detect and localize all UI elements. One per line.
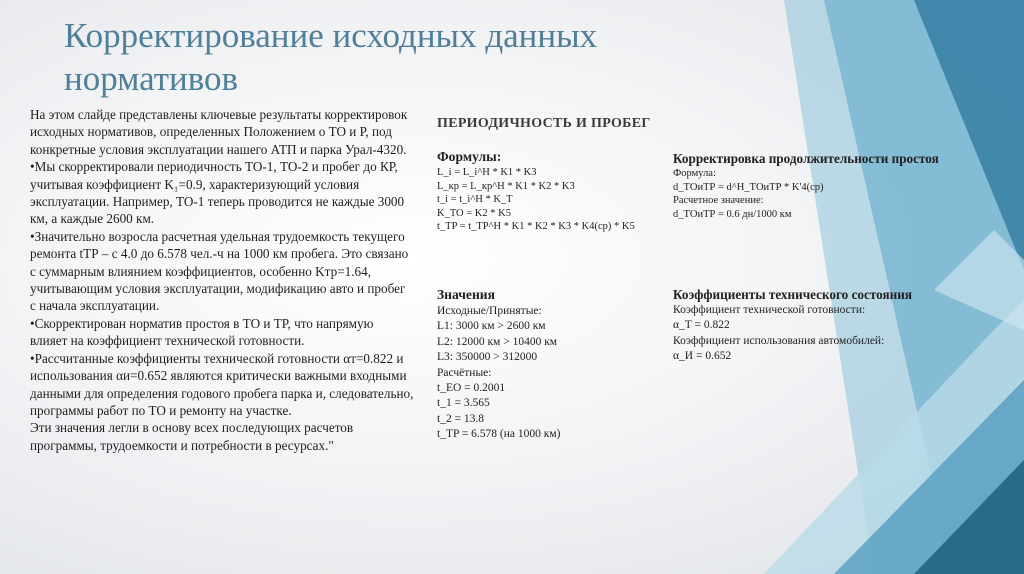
values-heading: Значения: [437, 287, 495, 302]
downtime-heading: Корректировка продолжительности простоя: [673, 151, 939, 166]
intro-paragraph: •Скорректирован норматив простоя в ТО и ТР, что напрямую влияет на коэффициент технической готовности.: [30, 315, 374, 349]
coefficients-line: Коэффициент технической готовности:: [673, 304, 866, 316]
intro-paragraph: Эти значения легли в основу всех последующих расчетов программы, трудоемкости и потребности в ресурсах.": [30, 420, 354, 453]
downtime-line: d_TОиТР = 0.6 дн/1000 км: [673, 208, 792, 220]
intro-paragraph: •Значительно возросла расчетная удельная трудоемкость текущего ремонта tТР – с 4.0 до 6.578 чел.-ч на 1000 км пробега. Это связано с суммарным влиянием коэффициентов, особенно Kтр=1.64, учитывающим условия эксплуатации, модификацию авто и пробег с начала эксплуатации.: [30, 228, 409, 314]
values-line: L2: 12000 км > 10400 км: [437, 335, 558, 348]
formula-line: L_кр = L_кр^Н * K1 * K2 * K3: [437, 180, 575, 192]
values-line: Расчётные:: [437, 366, 492, 379]
formula-line: t_TP = t_TP^Н * K1 * K2 * K3 * K4(ср) * K5: [437, 221, 635, 233]
values-line: t_1 = 3.565: [437, 397, 490, 410]
values-line: t_TP = 6.578 (на 1000 км): [437, 428, 561, 441]
coefficients-heading: Коэффициенты технического состояния: [673, 287, 912, 302]
values-line: L1: 3000 км > 2600 км: [437, 320, 546, 333]
formula-line: L_i = L_i^Н * K1 * K3: [437, 167, 537, 178]
coefficients-line: α_T = 0.822: [673, 319, 730, 332]
values-line: L3: 350000 > 312000: [437, 351, 538, 364]
coefficients-line: Коэффициент использования автомобилей:: [673, 334, 885, 347]
formulas-block: [437, 148, 635, 234]
values-line: t_2 = 13.8: [437, 412, 485, 425]
slide-title-line1: Корректирование исходных данных: [64, 16, 598, 55]
section-heading: ПЕРИОДИЧНОСТЬ И ПРОБЕГ: [437, 116, 651, 131]
downtime-line: Формула:: [673, 168, 716, 179]
values-line: t_EO = 0.2001: [437, 382, 506, 395]
intro-paragraph: На этом слайде представлены ключевые результаты корректировок исходных нормативов, определенных Положением о ТО и Р, под конкретные условия эксплуатации нашего АТП и парка Урал-4320.: [30, 107, 408, 157]
downtime-line: Расчетное значение:: [673, 195, 764, 207]
downtime-line: d_TОиТР = d^Н_TОиТР * K'4(ср): [673, 181, 824, 193]
intro-text: [30, 106, 414, 454]
coefficients-line: α_И = 0.652: [673, 350, 732, 363]
slide-title-line2: нормативов: [64, 59, 239, 98]
downtime-block: [673, 150, 939, 221]
values-block: [437, 286, 560, 443]
slide-title: [64, 14, 704, 100]
values-line: Исходные/Принятые:: [437, 305, 542, 317]
formula-line: t_i = t_i^Н * K_T: [437, 194, 513, 206]
formula-line: K_TO = K2 * K5: [437, 207, 511, 219]
intro-paragraph: •Мы скорректировали периодичность ТО-1, ТО-2 и пробег до КР, учитывая коэффициент K₁=0.9, характеризующий условия эксплуатации. Например, ТО-1 теперь проводится не каждые 3000 км, а каждые 2600 км.: [30, 159, 405, 227]
coefficients-block: [673, 286, 912, 365]
intro-paragraph: •Рассчитанные коэффициенты технической готовности αт=0.822 и использования αи=0.652 являются критически важными входными данными для определения годового пробега парка и, следовательно, программы работ по ТО и ремонту на участке.: [30, 350, 414, 418]
formulas-heading: Формулы:: [437, 149, 502, 164]
